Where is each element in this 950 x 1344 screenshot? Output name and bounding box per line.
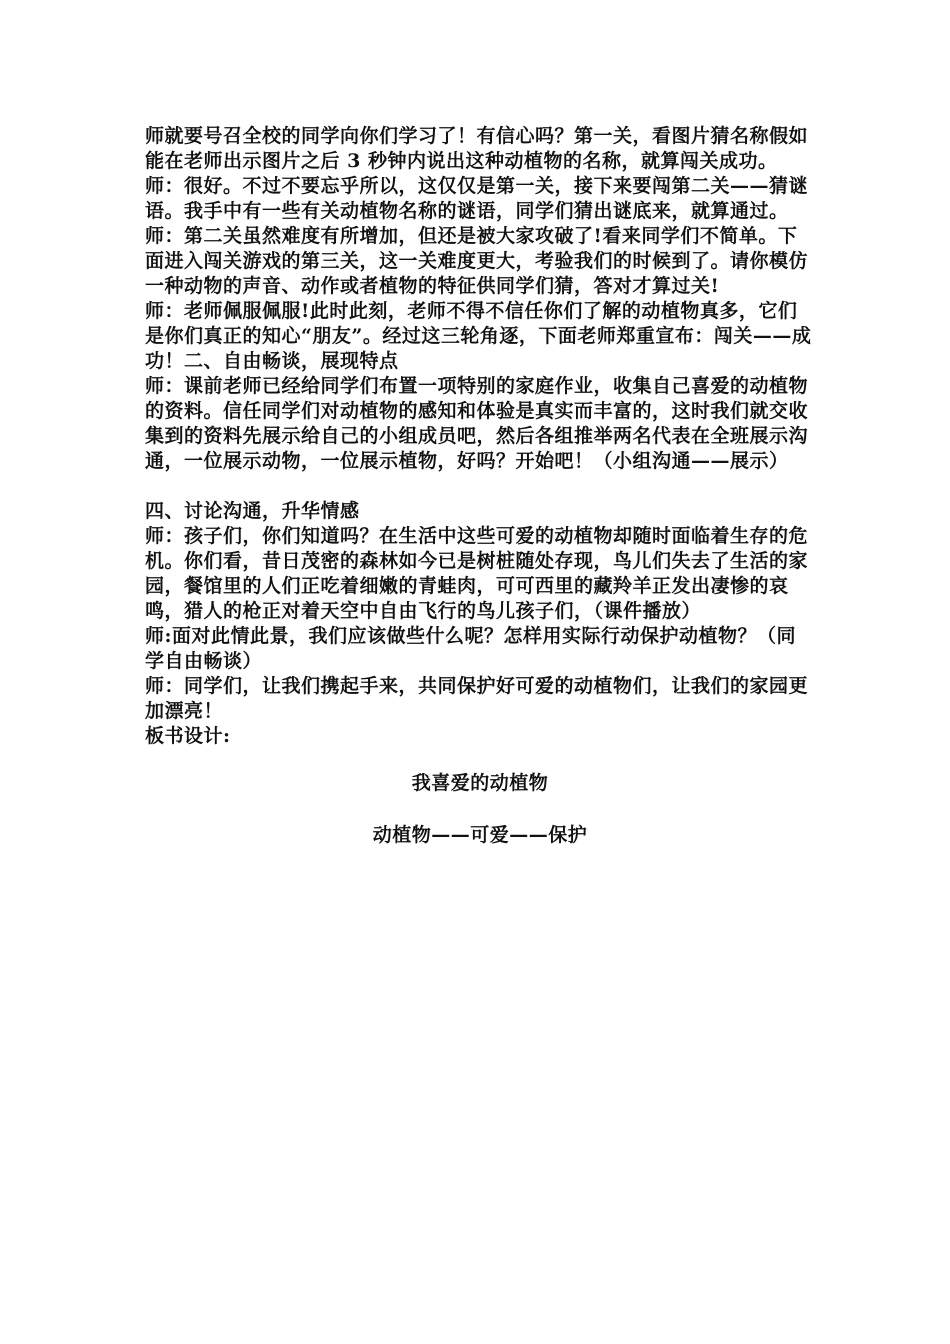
board-title: 我喜爱的动植物 (411, 772, 549, 794)
paragraph-intro: 师就要号召全校的同学向你们学习了！有信心吗？第一关，看图片猜名称假如能在老师出示图片之后 3 秒钟内说出这种动植物的名称，就算闯关成功。 (145, 125, 809, 172)
blank-line (145, 474, 815, 499)
board-label: 板书设计: (145, 725, 231, 747)
paragraph-discussion: 师:面对此情此景，我们应该做些什么呢？怎样用实际行动保护动植物？（同学自由畅谈） (145, 625, 797, 672)
section-heading: 四、讨论沟通，升华情感 (145, 500, 360, 522)
paragraph-crisis: 师：孩子们，你们知道吗？在生活中这些可爱的动植物却随时面临着生存的危机。你们看，昔日茂密的森林如今已是树桩随处存现，鸟儿们失去了生活的家园，餐馆里的人们正吃着细嫩的青蛙肉，可可西里的藏羚羊正发出凄惨的哀鸣，猎人的枪正对着天空中自由飞行的鸟儿孩子们，（课件播放） (145, 525, 809, 622)
paragraph-success: 师：老师佩服佩服!此时此刻，老师不得不信任你们了解的动植物真多，它们是你们真正的知心“朋友”。经过这三轮角逐，下面老师郑重宣布：闯关——成功！二、自由畅谈，展现特点 (145, 300, 812, 372)
paragraph-closing: 师：同学们，让我们携起手来，共同保护好可爱的动植物们，让我们的家园更加漂亮！ (145, 675, 809, 722)
document-body (145, 124, 815, 867)
paragraph-homework: 师：课前老师已经给同学们布置一项特别的家庭作业，收集自己喜爱的动植物的资料。信任同学们对动植物的感知和体验是真实而丰富的，这时我们就交收集到的资料先展示给自己的小组成员吧，然后各组推举两名代表在全班展示沟通，一位展示动物，一位展示植物，好吗？开始吧！（小组沟通——展示） (145, 375, 809, 472)
paragraph-second-level: 师：很好。不过不要忘乎所以，这仅仅是第一关，接下来要闯第二关——猜谜语。我手中有一些有关动植物名称的谜语，同学们猜出谜底来，就算通过。 (145, 175, 809, 222)
paragraph-third-level: 师：第二关虽然难度有所增加，但还是被大家攻破了!看来同学们不简单。下面进入闯关游戏的第三关，这一关难度更大，考验我们的时候到了。请你模仿一种动物的声音、动作或者植物的特征供同学们猜，答对才算过关! (145, 225, 809, 297)
board-line: 动植物——可爱——保护 (372, 824, 588, 846)
